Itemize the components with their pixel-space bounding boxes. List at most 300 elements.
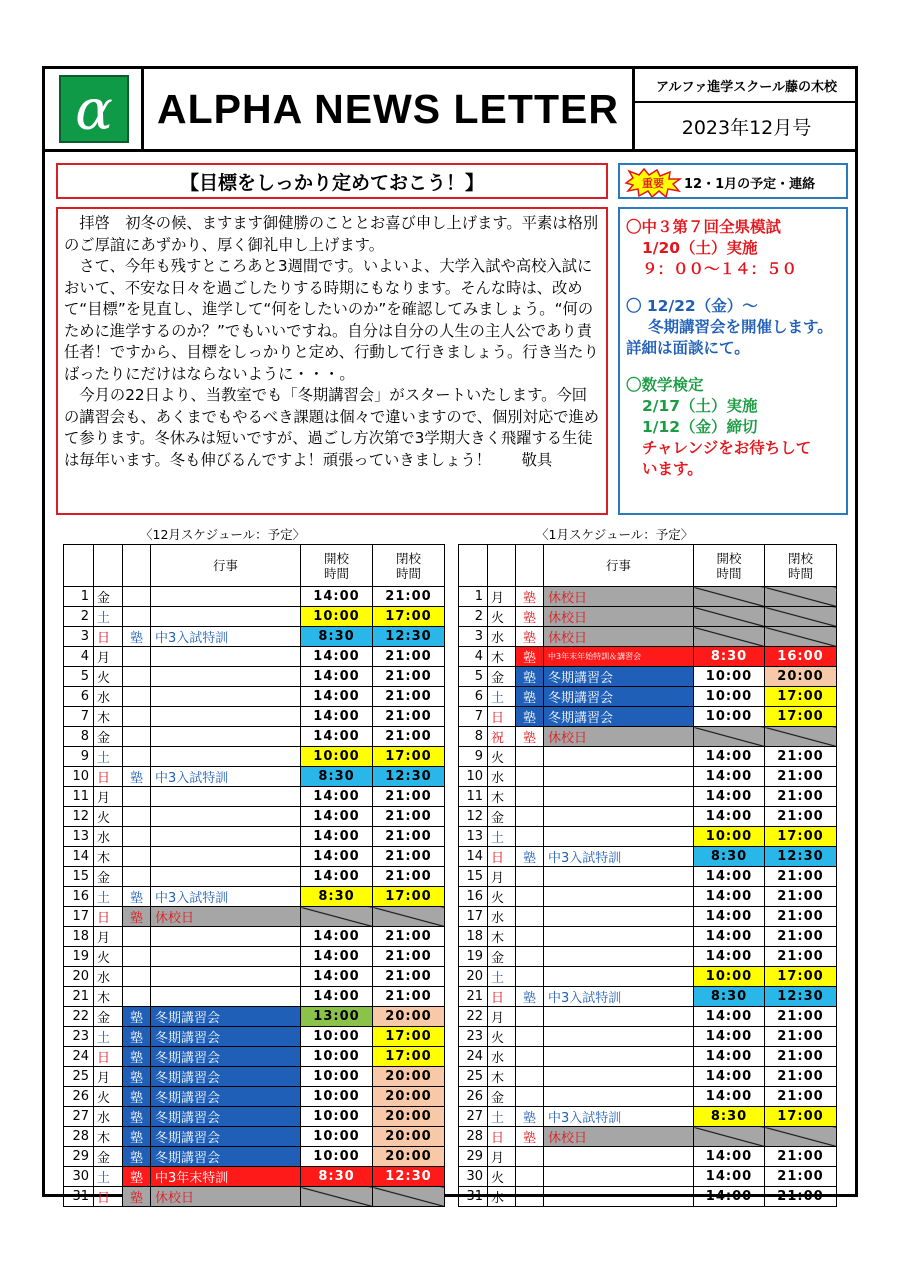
event-cell: [544, 827, 694, 847]
schedule-row: [459, 747, 837, 767]
event-cell: [544, 887, 694, 907]
day-cell: 6: [459, 687, 488, 707]
weekday-cell: 火: [94, 667, 123, 687]
header-blank: [459, 545, 488, 587]
open-time: 14:00: [694, 807, 765, 827]
day-cell: 8: [64, 727, 94, 747]
close-time: 20:00: [373, 1007, 445, 1027]
open-time: [694, 1127, 765, 1147]
open-time: 10:00: [301, 1107, 373, 1127]
close-time: 21:00: [373, 687, 445, 707]
juku-mark: [516, 767, 544, 787]
schedule-row: [64, 627, 445, 647]
header-blank: [123, 545, 151, 587]
schedule-row: [459, 1047, 837, 1067]
open-time: 8:30: [694, 647, 765, 667]
close-time: 21:00: [765, 1067, 837, 1087]
weekday-cell: 水: [488, 1187, 516, 1207]
schedule-row: [64, 847, 445, 867]
close-time: [765, 627, 837, 647]
day-cell: 7: [459, 707, 488, 727]
winter-course-notice: 〇 12/22（金）～ 冬期講習会を開催します。 詳細は面談にて。: [626, 297, 833, 357]
close-time: 21:00: [765, 887, 837, 907]
juku-mark: 塾: [516, 667, 544, 687]
weekday-cell: 木: [488, 787, 516, 807]
weekday-cell: 土: [488, 967, 516, 987]
event-cell: [151, 747, 301, 767]
close-time: [765, 727, 837, 747]
close-time: 21:00: [373, 787, 445, 807]
svg-text:α: α: [75, 78, 113, 141]
juku-mark: 塾: [516, 647, 544, 667]
close-time: 20:00: [373, 1147, 445, 1167]
event-cell: [544, 1027, 694, 1047]
open-time: 10:00: [301, 1087, 373, 1107]
notice-header: [618, 163, 848, 199]
day-cell: 2: [459, 607, 488, 627]
schedule-row: [64, 1047, 445, 1067]
day-cell: 22: [64, 1007, 94, 1027]
open-time: 10:00: [301, 607, 373, 627]
day-cell: 9: [64, 747, 94, 767]
weekday-cell: 火: [94, 807, 123, 827]
day-cell: 31: [64, 1187, 94, 1207]
schedule-row: [459, 847, 837, 867]
event-cell: [544, 907, 694, 927]
event-cell: 休校日: [544, 727, 694, 747]
weekday-cell: 火: [488, 1167, 516, 1187]
close-time: [765, 607, 837, 627]
schedule-row: [64, 1107, 445, 1127]
schedule-row: [459, 867, 837, 887]
event-cell: [544, 807, 694, 827]
event-cell: [544, 1147, 694, 1167]
juku-mark: 塾: [516, 607, 544, 627]
juku-mark: 塾: [516, 627, 544, 647]
open-time: [301, 1187, 373, 1207]
notice-body: [618, 207, 848, 515]
weekday-cell: 火: [488, 607, 516, 627]
juku-mark: 塾: [123, 1107, 151, 1127]
svg-text:重要: 重要: [642, 177, 664, 190]
juku-mark: [516, 927, 544, 947]
weekday-cell: 土: [488, 687, 516, 707]
event-cell: [544, 947, 694, 967]
day-cell: 12: [64, 807, 94, 827]
day-cell: 5: [459, 667, 488, 687]
day-cell: 24: [459, 1047, 488, 1067]
schedule-row: [64, 927, 445, 947]
juku-mark: [123, 787, 151, 807]
header-blank: [94, 545, 123, 587]
event-cell: [151, 667, 301, 687]
header-event: 行事: [151, 545, 301, 587]
schedule-row: [64, 687, 445, 707]
close-time: 21:00: [765, 1027, 837, 1047]
close-time: 21:00: [765, 907, 837, 927]
event-cell: [151, 647, 301, 667]
juku-mark: 塾: [123, 627, 151, 647]
day-cell: 19: [64, 947, 94, 967]
schedule-row: [64, 1167, 445, 1187]
schedule-row: [459, 707, 837, 727]
juku-mark: [123, 687, 151, 707]
close-time: 16:00: [765, 647, 837, 667]
weekday-cell: 日: [94, 627, 123, 647]
close-time: 21:00: [373, 847, 445, 867]
close-time: 21:00: [373, 667, 445, 687]
close-time: 21:00: [373, 967, 445, 987]
event-cell: 冬期講習会: [151, 1007, 301, 1027]
schedule-row: [64, 967, 445, 987]
open-time: [694, 627, 765, 647]
weekday-cell: 火: [488, 747, 516, 767]
juku-mark: [516, 747, 544, 767]
weekday-cell: 水: [94, 687, 123, 707]
open-time: 14:00: [694, 887, 765, 907]
close-time: 21:00: [765, 1147, 837, 1167]
day-cell: 24: [64, 1047, 94, 1067]
close-time: [373, 907, 445, 927]
close-time: 21:00: [765, 927, 837, 947]
schedule-row: [459, 1107, 837, 1127]
open-time: 14:00: [301, 687, 373, 707]
schedule-row: [459, 1187, 837, 1207]
close-time: 12:30: [765, 987, 837, 1007]
weekday-cell: 金: [488, 807, 516, 827]
schedule-row: [64, 1127, 445, 1147]
close-time: 20:00: [373, 1067, 445, 1087]
close-time: 21:00: [373, 987, 445, 1007]
juku-mark: [516, 967, 544, 987]
weekday-cell: 月: [488, 1147, 516, 1167]
event-cell: [151, 827, 301, 847]
close-time: 21:00: [765, 767, 837, 787]
juku-mark: 塾: [123, 1147, 151, 1167]
close-time: 21:00: [373, 647, 445, 667]
event-cell: [544, 867, 694, 887]
close-time: 21:00: [765, 747, 837, 767]
day-cell: 21: [459, 987, 488, 1007]
day-cell: 2: [64, 607, 94, 627]
weekday-cell: 金: [94, 1007, 123, 1027]
close-time: 21:00: [373, 587, 445, 607]
event-cell: 中3入試特訓: [544, 987, 694, 1007]
header-event: 行事: [544, 545, 694, 587]
header-close: 閉校 時間: [765, 545, 837, 587]
schedule-row: [459, 647, 837, 667]
close-time: 20:00: [765, 667, 837, 687]
juku-mark: [123, 587, 151, 607]
event-cell: [544, 927, 694, 947]
juku-mark: [516, 947, 544, 967]
weekday-cell: 月: [488, 1007, 516, 1027]
day-cell: 20: [64, 967, 94, 987]
close-time: 12:30: [373, 627, 445, 647]
event-cell: 休校日: [544, 587, 694, 607]
event-cell: [151, 807, 301, 827]
day-cell: 28: [459, 1127, 488, 1147]
weekday-cell: 月: [94, 927, 123, 947]
weekday-cell: 水: [488, 1047, 516, 1067]
schedule-row: [459, 727, 837, 747]
close-time: 21:00: [373, 807, 445, 827]
close-time: 20:00: [373, 1127, 445, 1147]
juku-mark: [123, 967, 151, 987]
open-time: 14:00: [694, 907, 765, 927]
weekday-cell: 水: [94, 967, 123, 987]
juku-mark: 塾: [516, 727, 544, 747]
juku-mark: 塾: [516, 587, 544, 607]
open-time: 8:30: [301, 887, 373, 907]
event-cell: 冬期講習会: [151, 1047, 301, 1067]
juku-mark: 塾: [123, 1067, 151, 1087]
weekday-cell: 金: [488, 667, 516, 687]
day-cell: 31: [459, 1187, 488, 1207]
open-time: 14:00: [301, 987, 373, 1007]
event-cell: 冬期講習会: [544, 687, 694, 707]
juku-mark: 塾: [123, 1187, 151, 1207]
day-cell: 17: [64, 907, 94, 927]
header-blank: [64, 545, 94, 587]
juku-mark: [123, 607, 151, 627]
open-time: 10:00: [694, 707, 765, 727]
close-time: 21:00: [765, 1167, 837, 1187]
juku-mark: 塾: [123, 1127, 151, 1147]
weekday-cell: 木: [94, 987, 123, 1007]
day-cell: 28: [64, 1127, 94, 1147]
open-time: 10:00: [301, 1147, 373, 1167]
open-time: 14:00: [694, 1087, 765, 1107]
juku-mark: [123, 707, 151, 727]
weekday-cell: 月: [488, 867, 516, 887]
event-cell: 冬期講習会: [151, 1067, 301, 1087]
day-cell: 27: [64, 1107, 94, 1127]
day-cell: 30: [64, 1167, 94, 1187]
day-cell: 26: [64, 1087, 94, 1107]
schedule-row: [459, 1067, 837, 1087]
close-time: 17:00: [373, 747, 445, 767]
open-time: 14:00: [301, 727, 373, 747]
juku-mark: [516, 807, 544, 827]
event-cell: 冬期講習会: [151, 1087, 301, 1107]
weekday-cell: 金: [94, 587, 123, 607]
header-open: 開校 時間: [694, 545, 765, 587]
juku-mark: [516, 1027, 544, 1047]
weekday-cell: 土: [94, 1167, 123, 1187]
juku-mark: [516, 1147, 544, 1167]
event-cell: 休校日: [544, 1127, 694, 1147]
schedule-row: [64, 787, 445, 807]
close-time: 17:00: [373, 1047, 445, 1067]
day-cell: 12: [459, 807, 488, 827]
letter-body: [56, 207, 608, 515]
schedule-row: [64, 887, 445, 907]
weekday-cell: 祝: [488, 727, 516, 747]
jan-caption: 〈1月スケジュール：予定〉: [536, 527, 694, 542]
juku-mark: 塾: [516, 987, 544, 1007]
open-time: 8:30: [694, 847, 765, 867]
day-cell: 25: [459, 1067, 488, 1087]
schedule-row: [64, 607, 445, 627]
weekday-cell: 土: [94, 1027, 123, 1047]
schedule-row: [64, 1187, 445, 1207]
schedule-row: [64, 767, 445, 787]
header-blank: [516, 545, 544, 587]
event-cell: [544, 1087, 694, 1107]
day-cell: 21: [64, 987, 94, 1007]
open-time: 10:00: [301, 1027, 373, 1047]
weekday-cell: 木: [488, 1067, 516, 1087]
weekday-cell: 火: [488, 1027, 516, 1047]
jan-schedule-table: [458, 544, 837, 1207]
schedule-row: [459, 907, 837, 927]
weekday-cell: 土: [94, 747, 123, 767]
open-time: 14:00: [694, 1147, 765, 1167]
juku-mark: [123, 847, 151, 867]
weekday-cell: 木: [94, 847, 123, 867]
open-time: 8:30: [694, 1107, 765, 1127]
weekday-cell: 日: [488, 987, 516, 1007]
weekday-cell: 日: [94, 1187, 123, 1207]
important-burst-icon: [624, 168, 682, 198]
weekday-cell: 水: [488, 627, 516, 647]
close-time: 21:00: [765, 1087, 837, 1107]
schedule-row: [459, 887, 837, 907]
open-time: 8:30: [301, 767, 373, 787]
open-time: 14:00: [694, 1027, 765, 1047]
open-time: 10:00: [694, 827, 765, 847]
weekday-cell: 金: [94, 867, 123, 887]
schedule-row: [459, 807, 837, 827]
open-time: 14:00: [694, 1167, 765, 1187]
weekday-cell: 日: [94, 767, 123, 787]
weekday-cell: 金: [94, 727, 123, 747]
juku-mark: [516, 1167, 544, 1187]
day-cell: 11: [64, 787, 94, 807]
open-time: [694, 607, 765, 627]
header-close: 閉校 時間: [373, 545, 445, 587]
schedule-row: [64, 667, 445, 687]
event-cell: 冬期講習会: [151, 1027, 301, 1047]
event-cell: [151, 587, 301, 607]
schedule-row: [64, 1067, 445, 1087]
event-cell: [544, 1067, 694, 1087]
juku-mark: [516, 867, 544, 887]
weekday-cell: 月: [488, 587, 516, 607]
logo-cell: [45, 69, 144, 152]
juku-mark: 塾: [516, 687, 544, 707]
schedule-row: [459, 1127, 837, 1147]
close-time: 17:00: [373, 607, 445, 627]
juku-mark: [123, 867, 151, 887]
weekday-cell: 水: [94, 827, 123, 847]
open-time: 14:00: [301, 947, 373, 967]
juku-mark: [123, 807, 151, 827]
open-time: 14:00: [694, 787, 765, 807]
open-time: [301, 907, 373, 927]
event-cell: [151, 607, 301, 627]
close-time: 17:00: [765, 687, 837, 707]
open-time: 14:00: [694, 1047, 765, 1067]
event-cell: 中3入試特訓: [151, 767, 301, 787]
schedule-row: [459, 687, 837, 707]
event-cell: [544, 1167, 694, 1187]
day-cell: 14: [64, 847, 94, 867]
schedule-row: [64, 867, 445, 887]
close-time: 20:00: [373, 1087, 445, 1107]
open-time: 14:00: [301, 867, 373, 887]
event-cell: 休校日: [151, 1187, 301, 1207]
day-cell: 23: [64, 1027, 94, 1047]
close-time: 21:00: [373, 927, 445, 947]
close-time: 17:00: [373, 1027, 445, 1047]
weekday-cell: 土: [94, 887, 123, 907]
event-cell: [544, 747, 694, 767]
open-time: 14:00: [694, 927, 765, 947]
weekday-cell: 木: [94, 1127, 123, 1147]
open-time: 14:00: [301, 967, 373, 987]
header-info: [632, 69, 858, 152]
juku-mark: [123, 667, 151, 687]
headline: 【目標をしっかり定めておこう！】: [56, 163, 608, 199]
schedule-row: [459, 1087, 837, 1107]
event-cell: 冬期講習会: [544, 667, 694, 687]
juku-mark: [123, 827, 151, 847]
close-time: 17:00: [373, 887, 445, 907]
juku-mark: [516, 787, 544, 807]
schedule-row: [64, 1007, 445, 1027]
day-cell: 23: [459, 1027, 488, 1047]
close-time: 21:00: [765, 1047, 837, 1067]
day-cell: 9: [459, 747, 488, 767]
schedule-row: [64, 827, 445, 847]
schedule-row: [459, 607, 837, 627]
event-cell: 休校日: [544, 627, 694, 647]
day-cell: 11: [459, 787, 488, 807]
juku-mark: [123, 987, 151, 1007]
juku-mark: 塾: [123, 887, 151, 907]
schedule-row: [459, 627, 837, 647]
schedule-row: [459, 987, 837, 1007]
schedule-row: [459, 787, 837, 807]
schedule-row: [64, 1027, 445, 1047]
open-time: 14:00: [301, 927, 373, 947]
close-time: 21:00: [373, 947, 445, 967]
header-open: 開校 時間: [301, 545, 373, 587]
close-time: 21:00: [765, 1187, 837, 1207]
weekday-cell: 月: [94, 787, 123, 807]
juku-mark: [123, 947, 151, 967]
day-cell: 15: [459, 867, 488, 887]
event-cell: 休校日: [544, 607, 694, 627]
schedule-row: [459, 927, 837, 947]
close-time: 17:00: [765, 707, 837, 727]
event-cell: 中3年末特訓: [151, 1167, 301, 1187]
event-cell: [544, 1187, 694, 1207]
event-cell: [151, 987, 301, 1007]
juku-mark: 塾: [123, 907, 151, 927]
schedule-row: [64, 807, 445, 827]
schedule-row: [64, 647, 445, 667]
open-time: 14:00: [694, 747, 765, 767]
alpha-logo-icon: [59, 75, 129, 143]
juku-mark: [123, 647, 151, 667]
day-cell: 4: [64, 647, 94, 667]
open-time: 10:00: [694, 967, 765, 987]
close-time: 21:00: [373, 707, 445, 727]
weekday-cell: 水: [488, 767, 516, 787]
